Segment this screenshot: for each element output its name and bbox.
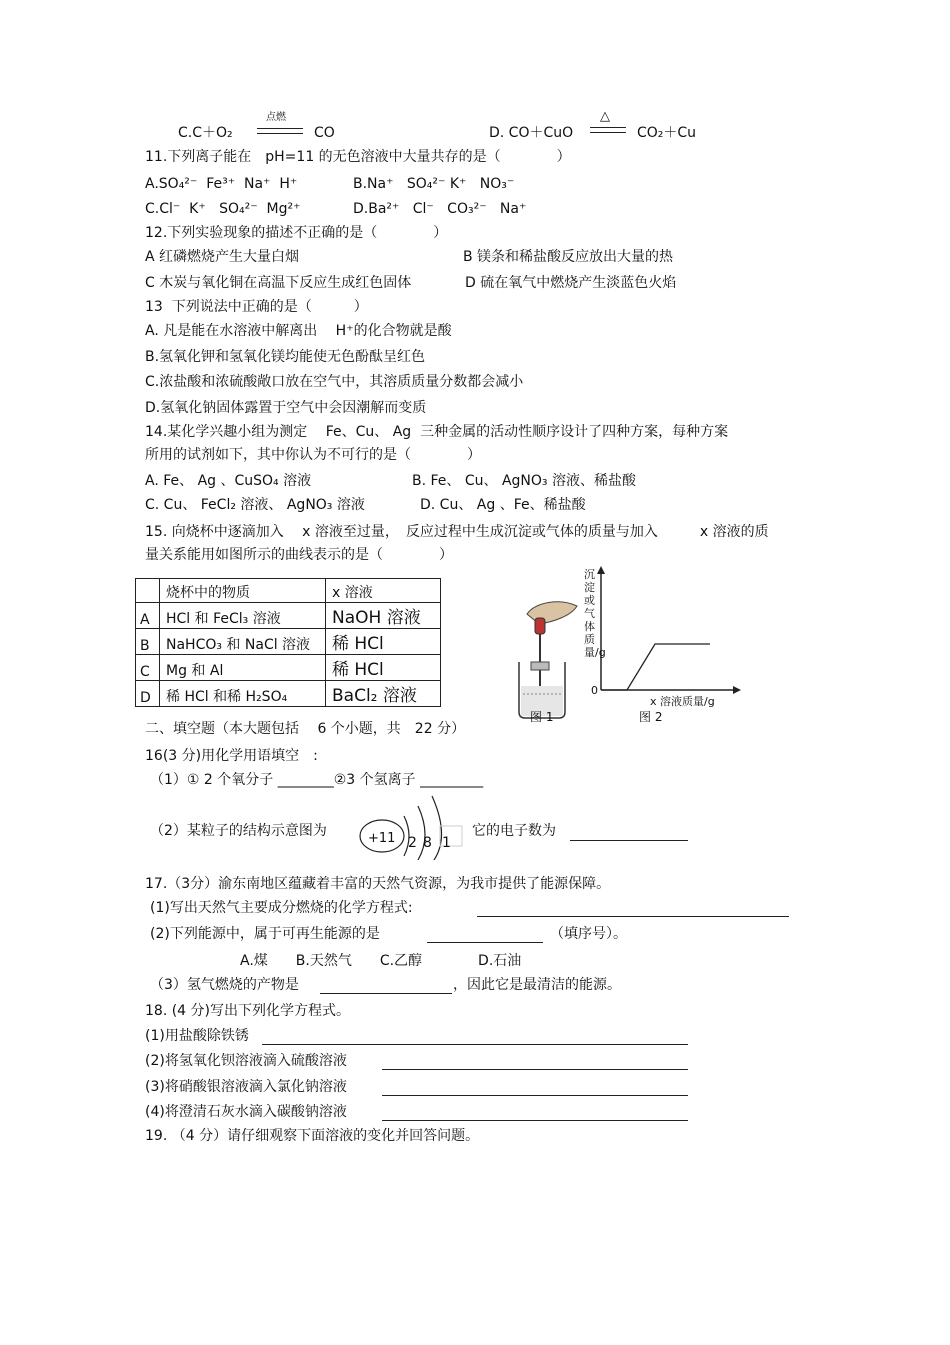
q14-option-a: A. Fe、 Ag 、CuSO₄ 溶液 (145, 473, 312, 489)
q15-stem-line2: 量关系能用如图所示的曲线表示的是（ ） (145, 547, 453, 563)
table-cell: 稀 HCl (326, 629, 441, 655)
q10-option-c-condition: 点燃 (266, 112, 286, 123)
q18-part-4: (4)将澄清石灰水滴入碳酸钠溶液 (145, 1104, 347, 1120)
table-cell: B (136, 629, 160, 655)
section-2-heading: 二、填空题（本大题包括 6 个小题，共 22 分） (145, 721, 466, 737)
table-cell: HCl 和 FeCl₃ 溶液 (160, 603, 326, 629)
q10-option-c-arrow (257, 128, 303, 134)
q18-part-1: (1)用盐酸除铁锈 (145, 1028, 249, 1044)
q11-stem: 11.下列离子能在 pH=11 的无色溶液中大量共存的是（ ） (145, 149, 571, 165)
table-header-cell (136, 579, 160, 603)
table-row (136, 629, 441, 655)
table-cell: 稀 HCl (326, 655, 441, 681)
table-header-row (136, 579, 441, 603)
q11-option-a: A.SO₄²⁻ Fe³⁺ Na⁺ H⁺ (145, 176, 298, 192)
q13-option-c: C.浓盐酸和浓硫酸敞口放在空气中，其溶质质量分数都会减小 (145, 374, 524, 390)
table-row (136, 655, 441, 681)
q17-part-1: (1)写出天然气主要成分燃烧的化学方程式: (150, 900, 413, 916)
shell-2-electrons: 8 (423, 835, 432, 851)
equation-1-blank[interactable] (262, 1043, 688, 1045)
q14-option-b: B. Fe、 Cu、 AgNO₃ 溶液、稀盐酸 (412, 473, 636, 489)
table-cell: Mg 和 Al (160, 655, 326, 681)
figure-1-label: 图 1 (530, 710, 554, 724)
q16-stem: 16(3 分)用化学用语填空 : (145, 748, 318, 764)
table-cell: D (136, 681, 160, 707)
shell-1-electrons: 2 (408, 835, 417, 851)
equation-2-blank[interactable] (382, 1068, 688, 1070)
nucleus-charge: +11 (368, 831, 396, 846)
q12-option-d: D 硫在氧气中燃烧产生淡蓝色火焰 (465, 275, 677, 291)
q17-part-2: (2)下列能源中，属于可再生能源的是 (150, 926, 380, 942)
q17-part-3-after: ，因此它是最清洁的能源。 (453, 977, 621, 993)
q11-option-d: D.Ba²⁺ Cl⁻ CO₃²⁻ Na⁺ (353, 201, 527, 217)
q12-option-b: B 镁条和稀盐酸反应放出大量的热 (463, 249, 674, 265)
q11-option-c: C.Cl⁻ K⁺ SO₄²⁻ Mg²⁺ (145, 201, 301, 217)
table-row (136, 681, 441, 707)
graph-x-axis-label: x 溶液质量/g (650, 695, 715, 708)
q13-option-a: A. 凡是能在水溶液中解离出 H⁺的化合物就是酸 (145, 323, 452, 339)
q13-option-d: D.氢氧化钠固体露置于空气中会因潮解而变质 (145, 400, 427, 416)
q14-option-c: C. Cu、 FeCl₂ 溶液、 AgNO₃ 溶液 (145, 497, 365, 513)
q10-option-d-arrow (590, 127, 626, 133)
q11-option-b: B.Na⁺ SO₄²⁻ K⁺ NO₃⁻ (353, 176, 515, 192)
q13-option-b: B.氢氧化钾和氢氧化镁均能使无色酚酞呈红色 (145, 349, 426, 365)
q14-stem-line1: 14.某化学兴趣小组为测定 Fe、Cu、 Ag 三种金属的活动性顺序设计了四种方案，每种方案 (145, 424, 729, 440)
q12-option-c: C 木炭与氧化铜在高温下反应生成红色固体 (145, 275, 412, 291)
q12-stem: 12.下列实验现象的描述不正确的是（ ） (145, 225, 448, 241)
q10-option-c-product: CO (314, 125, 335, 141)
q10-option-c: C.C＋O₂ (178, 125, 233, 141)
q17-part-3: （3）氢气燃烧的产物是 (150, 977, 299, 993)
shell-3-electrons: 1 (442, 835, 451, 851)
table-header-cell: x 溶液 (326, 579, 441, 603)
q16-part-2: （2）某粒子的结构示意图为 (150, 823, 327, 839)
q15-table (135, 578, 441, 707)
q12-option-a: A 红磷燃烧产生大量白烟 (145, 249, 300, 265)
renewable-energy-blank[interactable] (427, 941, 543, 943)
q18-part-2: (2)将氢氧化钡溶液滴入硫酸溶液 (145, 1053, 347, 1069)
q16-part-1: （1）① 2 个氧分子 ________②3 个氢离子 _________ (150, 772, 484, 788)
table-cell: BaCl₂ 溶液 (326, 681, 441, 707)
q10-option-d-product: CO₂＋Cu (637, 125, 697, 141)
table-header-cell: 烧杯中的物质 (160, 579, 326, 603)
graph-origin-label: 0 (591, 684, 598, 697)
q17-part-2-after: （填序号）。 (550, 926, 627, 942)
equation-4-blank[interactable] (382, 1119, 688, 1121)
table-cell: A (136, 603, 160, 629)
q10-option-d-condition: △ (600, 109, 610, 124)
q10-option-d: D. CO＋CuO (489, 125, 574, 141)
q15-stem-line1: 15. 向烧杯中逐滴加入 x 溶液至过量， 反应过程中生成沉淀或气体的质量与加入 x 溶液的质 (145, 524, 769, 540)
combustion-equation-blank[interactable] (477, 915, 789, 917)
q13-stem: 13 下列说法中正确的是（ ） (145, 299, 368, 315)
hydrogen-product-blank[interactable] (320, 992, 452, 994)
equation-3-blank[interactable] (382, 1094, 688, 1096)
table-cell: NaOH 溶液 (326, 603, 441, 629)
graph-y-axis-label: 沉淀或气体质量/g (584, 568, 606, 659)
q18-stem: 18. (4 分)写出下列化学方程式。 (145, 1003, 350, 1019)
dropper-beaker-illustration (519, 602, 577, 718)
q16-part-2-after: 它的电子数为 (472, 823, 556, 839)
table-cell: C (136, 655, 160, 681)
atomic-structure-diagram (352, 788, 464, 860)
q17-options: A.煤 B.天然气 C.乙醇 D.石油 (240, 953, 522, 969)
table-cell: 稀 HCl 和稀 H₂SO₄ (160, 681, 326, 707)
q14-stem-line2: 所用的试剂如下，其中你认为不可行的是（ ） (145, 447, 481, 463)
q17-stem: 17.（3分）渝东南地区蕴藏着丰富的天然气资源，为我市提供了能源保障。 (145, 876, 611, 892)
q19-stem: 19. （4 分）请仔细观察下面溶液的变化并回答问题。 (145, 1128, 480, 1144)
table-cell: NaHCO₃ 和 NaCl 溶液 (160, 629, 326, 655)
electron-count-blank[interactable] (570, 839, 688, 841)
q14-option-d: D. Cu、 Ag 、Fe、稀盐酸 (420, 497, 586, 513)
mass-vs-volume-graph (597, 566, 741, 694)
q18-part-3: (3)将硝酸银溶液滴入氯化钠溶液 (145, 1079, 347, 1095)
figure-2-label: 图 2 (639, 710, 663, 724)
table-row (136, 603, 441, 629)
